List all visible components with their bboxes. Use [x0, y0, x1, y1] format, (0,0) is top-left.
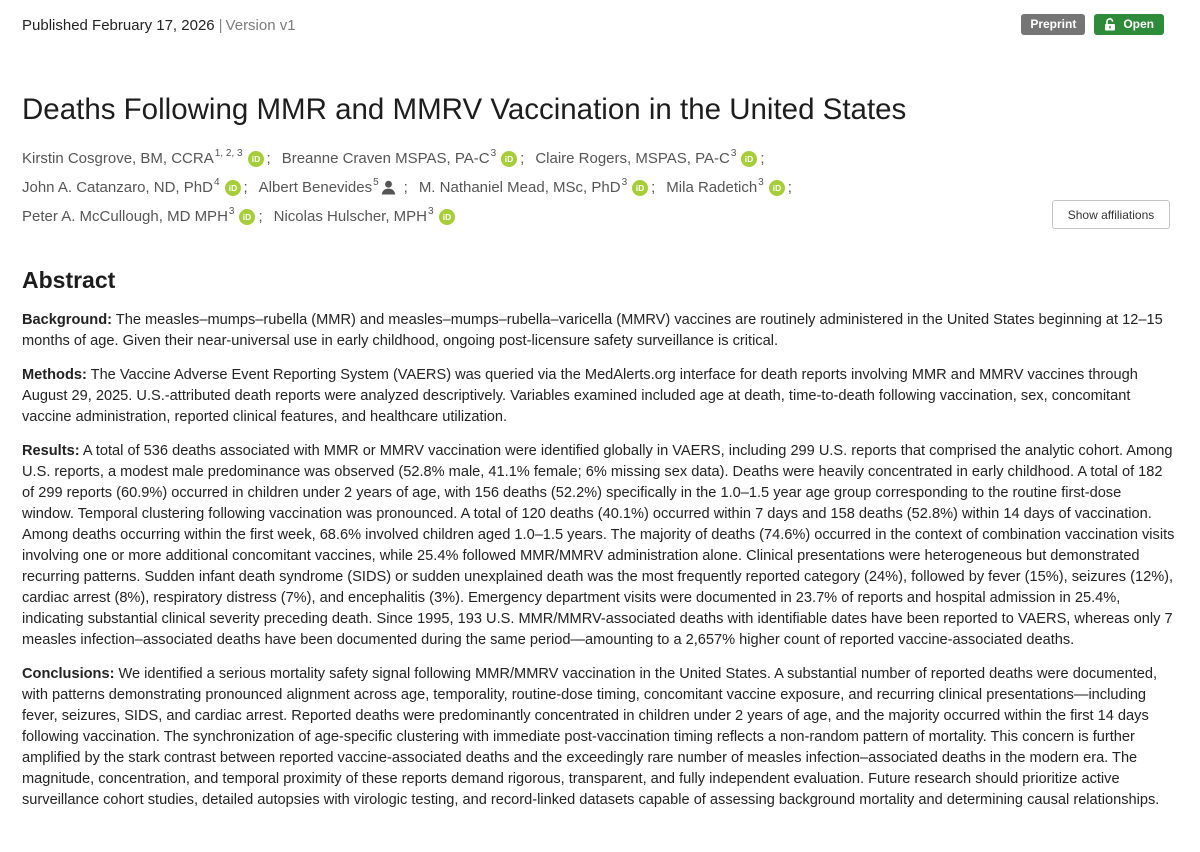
show-affiliations-button[interactable]: Show affiliations — [1052, 200, 1170, 229]
author-name[interactable]: Claire Rogers, MSPAS, PA-C — [535, 149, 730, 167]
svg-text:iD: iD — [243, 211, 252, 222]
publication-meta — [22, 16, 296, 36]
meta-separator: | — [218, 17, 223, 34]
author-entry[interactable]: Albert Benevides $^5$ — [259, 177, 396, 199]
orcid-icon[interactable] — [248, 151, 264, 167]
author-line — [22, 144, 1022, 173]
abstract-methods — [22, 365, 1177, 428]
svg-text:iD: iD — [442, 211, 451, 222]
author-line — [22, 202, 1022, 231]
abstract-background — [22, 310, 1177, 352]
svg-text:iD: iD — [251, 153, 260, 164]
unlock-icon — [1104, 18, 1116, 31]
svg-text:iD: iD — [228, 182, 237, 193]
author-name[interactable]: Breanne Craven MSPAS, PA-C — [281, 149, 490, 167]
section-label: Results: — [22, 443, 80, 459]
author-entry[interactable]: Peter A. McCullough, MD MPH $^3$ iD — [22, 206, 255, 228]
orcid-icon[interactable] — [439, 209, 455, 225]
author-name[interactable]: Nicolas Hulscher, MPH — [273, 207, 428, 225]
svg-text:iD: iD — [504, 153, 514, 164]
author-entry[interactable]: John A. Catanzaro, ND, PhD $^4$ iD — [22, 177, 241, 199]
author-name[interactable]: Mila Radetich — [666, 178, 758, 196]
author-entry[interactable]: Breanne Craven MSPAS, PA-C $^3$ iD — [282, 148, 517, 170]
section-label: Background: — [22, 312, 112, 328]
section-label: Conclusions: — [22, 666, 115, 682]
author-separator: ; — [787, 178, 792, 196]
author-line — [22, 173, 1022, 202]
orcid-icon[interactable] — [225, 180, 241, 196]
author-name[interactable]: Albert Benevides — [258, 178, 373, 196]
author-entry[interactable]: Nicolas Hulscher, MPH $^3$ iD — [274, 206, 455, 228]
author-entry[interactable]: Kirstin Cosgrove, BM, CCRA $^{1, 2, 3}$ iD — [22, 148, 264, 170]
author-entry[interactable]: Mila Radetich $^3$ iD — [666, 177, 784, 199]
author-entry[interactable]: M. Nathaniel Mead, MSc, PhD $^3$ iD — [419, 177, 648, 199]
author-separator: ; — [258, 207, 263, 225]
section-label: Methods: — [22, 367, 87, 383]
author-entry[interactable]: Claire Rogers, MSPAS, PA-C $^3$ iD — [535, 148, 757, 170]
orcid-icon[interactable] — [741, 151, 757, 167]
author-list — [22, 144, 1022, 231]
abstract-heading: Abstract — [22, 267, 116, 293]
author-name[interactable]: Peter A. McCullough, MD MPH — [22, 207, 228, 225]
preprint-badge: Preprint — [1021, 14, 1085, 35]
section-text: A total of 536 deaths associated with MMR or MMRV vaccination were identified globally in VAERS, including 299 U.S. reports that comprised the analytic cohort. Among U.S. reports, a modest male predominance was observed (52.8% male, 41.1% female; 6% missing sex data). Deaths were heavily concentrated in early childhood. A total of 182 of 299 reports (60.9%) occurred in children under 2 years of age, with 156 deaths (52.2%) specifically in the 1.0–1.5 year age group corresponding to the routine first-dose window. Temporal clustering following vaccination was pronounced. A total of 120 deaths (40.1%) occurred within 7 days and 158 deaths (52.8%) within 14 days of vaccination. Among deaths occurring within the first week, 68.6% involved children aged 1.0–1.5 years. The majority of deaths (74.6%) occurred in the context of combination vaccination visits involving one or more additional concomitant vaccines, while 25.4% followed MMR/MMRV administration alone. Clinical presentations were heterogeneous but demonstrated recurring patterns. Sudden infant death syndrome (SIDS) or sudden unexplained death was the most frequently reported category (24%), followed by fever (15%), seizures (12%), cardiac arrest (8%), respiratory distress (7%), and encephalitis (3%). Emergency department visits were documented in 23.7% of reports and hospital admission in 25.4%, indicating substantial clinical severity preceding death. Since 1995, 193 U.S. MMR/MMRV-associated deaths with identifiable dates have been reported to VAERS, whereas only 7 measles infection–associated deaths have been documented during the same period—amounting to a 2,657% higher count of reported vaccine-associated deaths. — [22, 443, 1175, 648]
abstract-conclusions — [22, 664, 1177, 811]
author-separator: ; — [760, 149, 765, 167]
abstract-body — [22, 310, 1177, 824]
open-access-badge — [1094, 14, 1164, 35]
author-separator: ; — [243, 178, 248, 196]
svg-text:iD: iD — [772, 182, 781, 193]
author-separator: ; — [266, 149, 271, 167]
open-badge-label: Open — [1123, 17, 1154, 31]
orcid-icon[interactable] — [632, 180, 648, 196]
author-separator: ; — [403, 178, 408, 196]
orcid-icon[interactable] — [501, 151, 517, 167]
status-badges — [1021, 14, 1164, 35]
author-separator: ; — [651, 178, 656, 196]
svg-text:iD: iD — [635, 182, 645, 193]
section-text: The measles–mumps–rubella (MMR) and measles–mumps–rubella–varicella (MMRV) vaccines are routinely administered in the United States beginning at 12–15 months of age. Given their near-universal use in early childhood, ongoing post-licensure safety surveillance is critical. — [22, 312, 1163, 349]
author-name[interactable]: Kirstin Cosgrove, BM, CCRA — [22, 149, 214, 167]
author-separator: ; — [520, 149, 525, 167]
published-date: Published February 17, 2026 — [22, 17, 215, 34]
orcid-icon[interactable] — [769, 180, 785, 196]
abstract-results — [22, 441, 1177, 651]
person-icon[interactable] — [381, 180, 396, 195]
version-label: Version v1 — [225, 17, 296, 34]
section-text: We identified a serious mortality safety signal following MMR/MMRV vaccination in the United States. A substantial number of reported deaths were documented, with patterns demonstrating pronounced alignment across age, temporality, routine-dose timing, concomitant vaccine exposure, and recurring clinical presentations—including fever, seizures, SIDS, and cardiac arrest. Reported deaths were predominantly concentrated in children under 2 years of age, and the majority occurred within the first 14 days following vaccination. The synchronization of age-specific clustering with immediate post-vaccination timing reflects a non-random pattern of mortality. This concern is further amplified by the stark contrast between reported vaccine-associated deaths and the exceedingly rare number of measles infection–associated deaths in the modern era. The magnitude, concentration, and temporal proximity of these reports demand rigorous, transparent, and fully independent evaluation. Future research should prioritize active surveillance cohort studies, detailed autopsies with virologic testing, and record-linked datasets capable of assessing background mortality and determining causal relationships. — [22, 666, 1160, 808]
svg-text:iD: iD — [745, 153, 754, 164]
section-text: The Vaccine Adverse Event Reporting System (VAERS) was queried via the MedAlerts.org interface for death reports involving MMR and MMRV vaccines through August 29, 2025. U.S.-attributed death reports were analyzed descriptively. Variables examined included age at death, time-to-death following vaccination, sex, concomitant vaccine administration, reported clinical features, and healthcare utilization. — [22, 367, 1138, 425]
author-name[interactable]: John A. Catanzaro, ND, PhD — [22, 178, 213, 196]
article-title: Deaths Following MMR and MMRV Vaccination in the United States — [22, 93, 907, 126]
author-name[interactable]: M. Nathaniel Mead, MSc, PhD — [418, 178, 621, 196]
orcid-icon[interactable] — [239, 209, 255, 225]
